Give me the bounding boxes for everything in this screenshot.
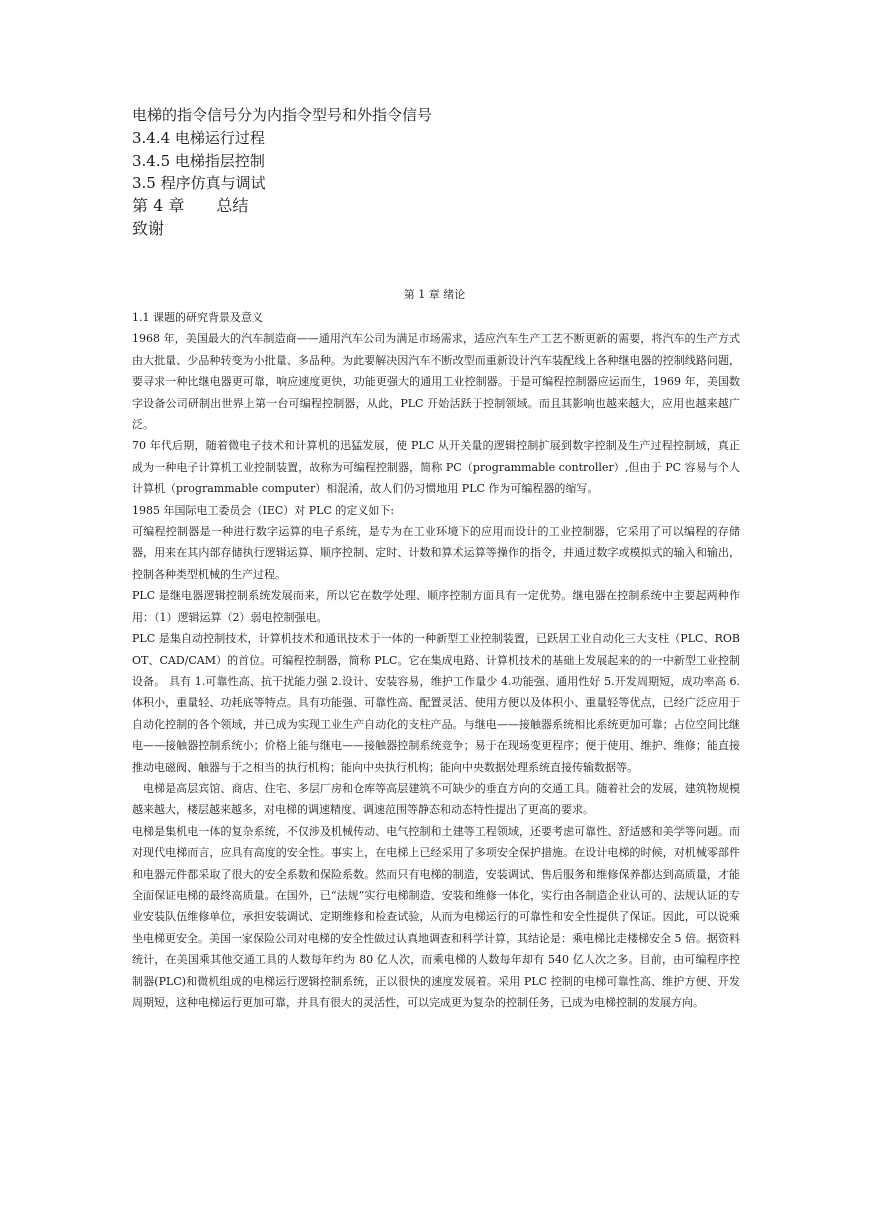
paragraph: 电梯是高层宾馆、商店、住宅、多层厂房和仓库等高层建筑不可缺少的垂直方向的交通工具。随着社会的发展，建筑物规模越来越大，楼层越来越多，对电梯的调速精度、调速范围等静态和动态特性提出了更高的要求。 xyxy=(132,781,740,817)
paragraph: 电梯是集机电一体的复杂系统，不仅涉及机械传动、电气控制和土建等工程领域，还要考虑可靠性、舒适感和美学等问题。而对现代电梯而言，应具有高度的安全性。事实上，在电梯上已经采用了多项安全保护措施。在设计电梯的时候，对机械零部件和电器元件都采取了很大的安全系数和保险系数。然而只有电梯的制造，安装调试、售后服务和维修保养都达到高质量，才能全面保证电梯的最终高质量。在国外，已“法规”实行电梯制造、安装和维修一体化，实行由各制造企业认可的、法规认证的专业安装队伍维修单位，承担安装调试、定期维修和检查试验，从而为电梯运行的可靠性和安全性提供了保证。因此，可以说乘坐电梯更安全。美国一家保险公司对电梯的安全性做过认真地调查和科学计算，其结论是：乘电梯比走楼梯安全 5 倍。据资料统计，在美国乘其他交通工具的人数每年约为 80 亿人次，而乘电梯的人数每年却有 540 亿人次之多。目前，由可编程序控制器(PLC)和微机组成的电梯运行逻辑控制系统，正以很快的速度发展着。采用 PLC 控制的电梯可靠性高、维护方便、开发周期短，这种电梯运行更加可靠，并具有很大的灵活性，可以完成更为复杂的控制任务，已成为电梯控制的发展方向。 xyxy=(132,824,740,1009)
toc-entry: 3.4.5 电梯指层控制 xyxy=(132,151,265,170)
toc-entry: 3.5 程序仿真与调试 xyxy=(132,174,266,193)
paragraph: 1985 年国际电工委员会（IEC）对 PLC 的定义如下: xyxy=(132,503,395,517)
chapter-title: 第 1 章 绪论 xyxy=(403,288,466,301)
toc-entry: 致谢 xyxy=(132,218,165,238)
toc-entry: 电梯的指令信号分为内指令型号和外指令信号 xyxy=(132,106,433,124)
toc-entry: 3.4.4 电梯运行过程 xyxy=(132,128,265,147)
paragraph: PLC 是继电器逻辑控制系统发展而来，所以它在数学处理、顺序控制方面具有一定优势。继电器在控制系统中主要起两种作用：（1）逻辑运算（2）弱电控制强电。 xyxy=(132,589,740,624)
paragraph: PLC 是集自动控制技术，计算机技术和通讯技术于一体的一种新型工业控制装置，已跃居工业自动化三大支柱（PLC、ROBOT、CAD/CAM）的首位。可编程控制器，简称 PLC。它在集成电路、计算机技术的基础上发展起来的的一中新型工业控制设备。 具有 1.可靠性高、抗干扰能力强 2.设计、安装容易，维护工作量少 4.功能强、通用性好 5.开发周期短，成功率高 6.体积小，重量轻、功耗底等特点。具有功能强、可靠性高、配置灵活、使用方便以及体积小、重量轻等优点，已经广泛应用于自动化控制的各个领域，并已成为实现工业生产自动化的支柱产品。与继电——接触器系统相比系统更加可靠；占位空间比继电——接触器控制系统小；价格上能与继电——接触器控制系统竞争；易于在现场变更程序；便于使用、维护、维修；能直接推动电磁阀、触器与于之相当的执行机构；能向中央执行机构；能向中央数据处理系统直接传输数据等。 xyxy=(132,632,740,774)
paragraph: 70 年代后期，随着微电子技术和计算机的迅猛发展，使 PLC 从开关量的逻辑控制扩展到数字控制及生产过程控制域，真正成为一种电子计算机工业控制装置，故称为可编程控制器，简称 PC（programmable controller）,但由于 PC 容易与个人计算机（programmable computer）相混淆，故人们仍习惯地用 PLC 作为可编程器的缩写。 xyxy=(132,439,740,496)
paragraph: 可编程控制器是一种进行数字运算的电子系统，是专为在工业环境下的应用而设计的工业控制器，它采用了可以编程的存储器，用来在其内部存储执行逻辑运算、顺序控制、定时、计数和算术运算等操作的指令，并通过数字或模拟式的输入和输出，控制各种类型机械的生产过程。 xyxy=(132,525,740,581)
paragraph: 1968 年，美国最大的汽车制造商——通用汽车公司为满足市场需求，适应汽车生产工艺不断更新的需要，将汽车的生产方式由大批量、少品种转变为小批量、多品种。为此要解决因汽车不断改型而重新设计汽车装配线上各种继电器的控制线路问题，要寻求一种比继电器更可靠，响应速度更快，功能更强大的通用工业控制器。于是可编程控制器应运而生，1969 年，美国数字设备公司研制出世界上第一台可编程控制器，从此，PLC 开始活跃于控制领域。而且其影响也越来越大，应用也越来越广泛。 xyxy=(132,332,740,432)
toc-entry: 第 4 章 总结 xyxy=(132,196,249,216)
section-heading: 1.1 课题的研究背景及意义 xyxy=(132,311,263,324)
chapter-body xyxy=(132,307,740,1013)
table-of-contents xyxy=(132,104,732,241)
